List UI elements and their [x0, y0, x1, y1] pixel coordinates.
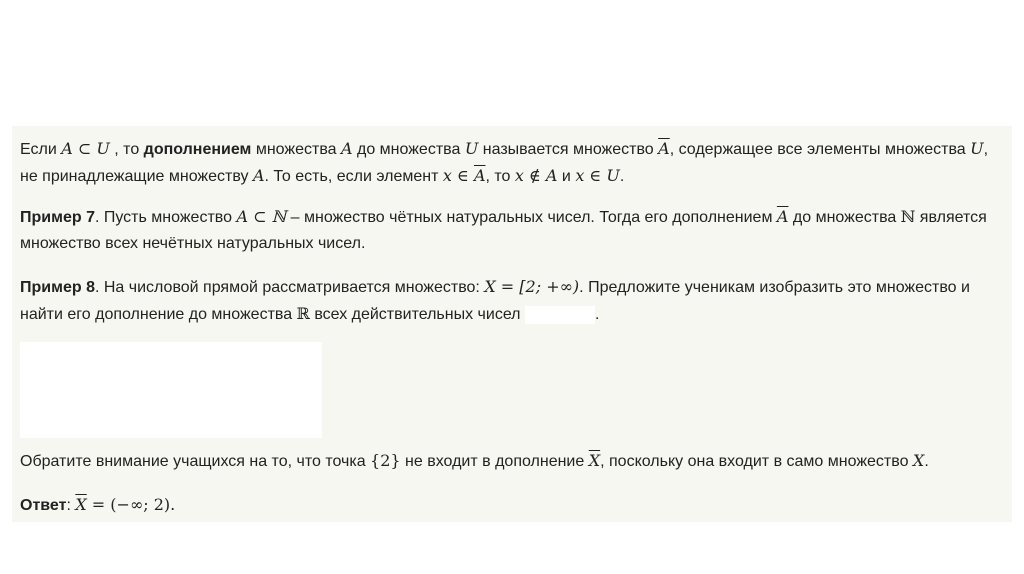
text: , то — [109, 141, 144, 158]
math-reals: ℝ — [296, 304, 310, 323]
text: не входит в дополнение — [400, 453, 589, 470]
term-complement: дополнением — [143, 141, 252, 158]
text: . На числовой прямой рассматривается множество: — [94, 279, 485, 296]
math-element: x ∈ U — [575, 166, 620, 185]
text: всех действительных чисел — [309, 306, 525, 323]
text: , содержащее все элементы множества — [669, 141, 971, 158]
math-var: A — [252, 166, 265, 185]
text: и — [557, 168, 576, 185]
text: , не принадлежащие множеству — [20, 141, 989, 185]
text: . — [594, 306, 600, 323]
math-naturals: ℕ — [900, 207, 916, 226]
text: Обратите внимание учащихся на то, что точка — [20, 453, 371, 470]
text: . Пусть множество — [94, 209, 237, 226]
math-complement: $\overline{X}$ — [588, 451, 601, 470]
math-interval: X = [2; +∞) — [484, 277, 580, 296]
math-var: U — [970, 139, 984, 158]
slide-content-panel — [12, 126, 1012, 522]
paragraph-example-7 — [20, 204, 1005, 257]
blank-formula-placeholder — [525, 306, 595, 324]
math-complement: $\overline{A}$ — [658, 139, 670, 158]
math-subset: A ⊂ U — [61, 139, 110, 158]
text: . Предложите ученикам изобразить это множество и найти его дополнение до множества — [20, 279, 970, 323]
math-var: X — [912, 451, 925, 470]
text: , то — [485, 168, 515, 185]
paragraph-definition — [20, 136, 1005, 190]
math-interval: = (−∞; 2). — [86, 495, 176, 514]
text: : — [66, 497, 76, 514]
text: . — [619, 168, 625, 185]
math-complement: $\overline{A}$ — [473, 166, 486, 185]
math-complement: $\overline{A}$ — [776, 207, 789, 226]
math-var: A — [340, 139, 353, 158]
text: до множества — [788, 209, 901, 226]
text: Если — [20, 141, 62, 158]
math-subset: A ⊂ ℕ — [236, 207, 287, 226]
text: , поскольку она входит в само множество — [600, 453, 913, 470]
math-element: x ∈ — [442, 166, 474, 185]
math-point: {2} — [370, 451, 401, 470]
math-var: U — [464, 139, 479, 158]
example-heading: Пример 8 — [20, 279, 95, 296]
blank-figure-placeholder — [20, 342, 322, 438]
text: – множество чётных натуральных чисел. Тогда его дополнением — [286, 209, 777, 226]
paragraph-answer — [20, 492, 1005, 519]
math-complement: $\overline{X}$ — [75, 495, 87, 514]
text: является множество всех нечётных натуральных чисел. — [20, 209, 987, 252]
answer-heading: Ответ — [20, 497, 67, 514]
text: . То есть, если элемент — [264, 168, 443, 185]
paragraph-example-8 — [20, 274, 1005, 328]
text: . — [924, 453, 929, 470]
text: называется множество — [478, 141, 659, 158]
math-not-element: x ∉ A — [514, 166, 558, 185]
example-heading: Пример 7 — [20, 209, 95, 226]
text: множества — [251, 141, 341, 158]
paragraph-note — [20, 448, 1005, 475]
text: до множества — [352, 141, 465, 158]
